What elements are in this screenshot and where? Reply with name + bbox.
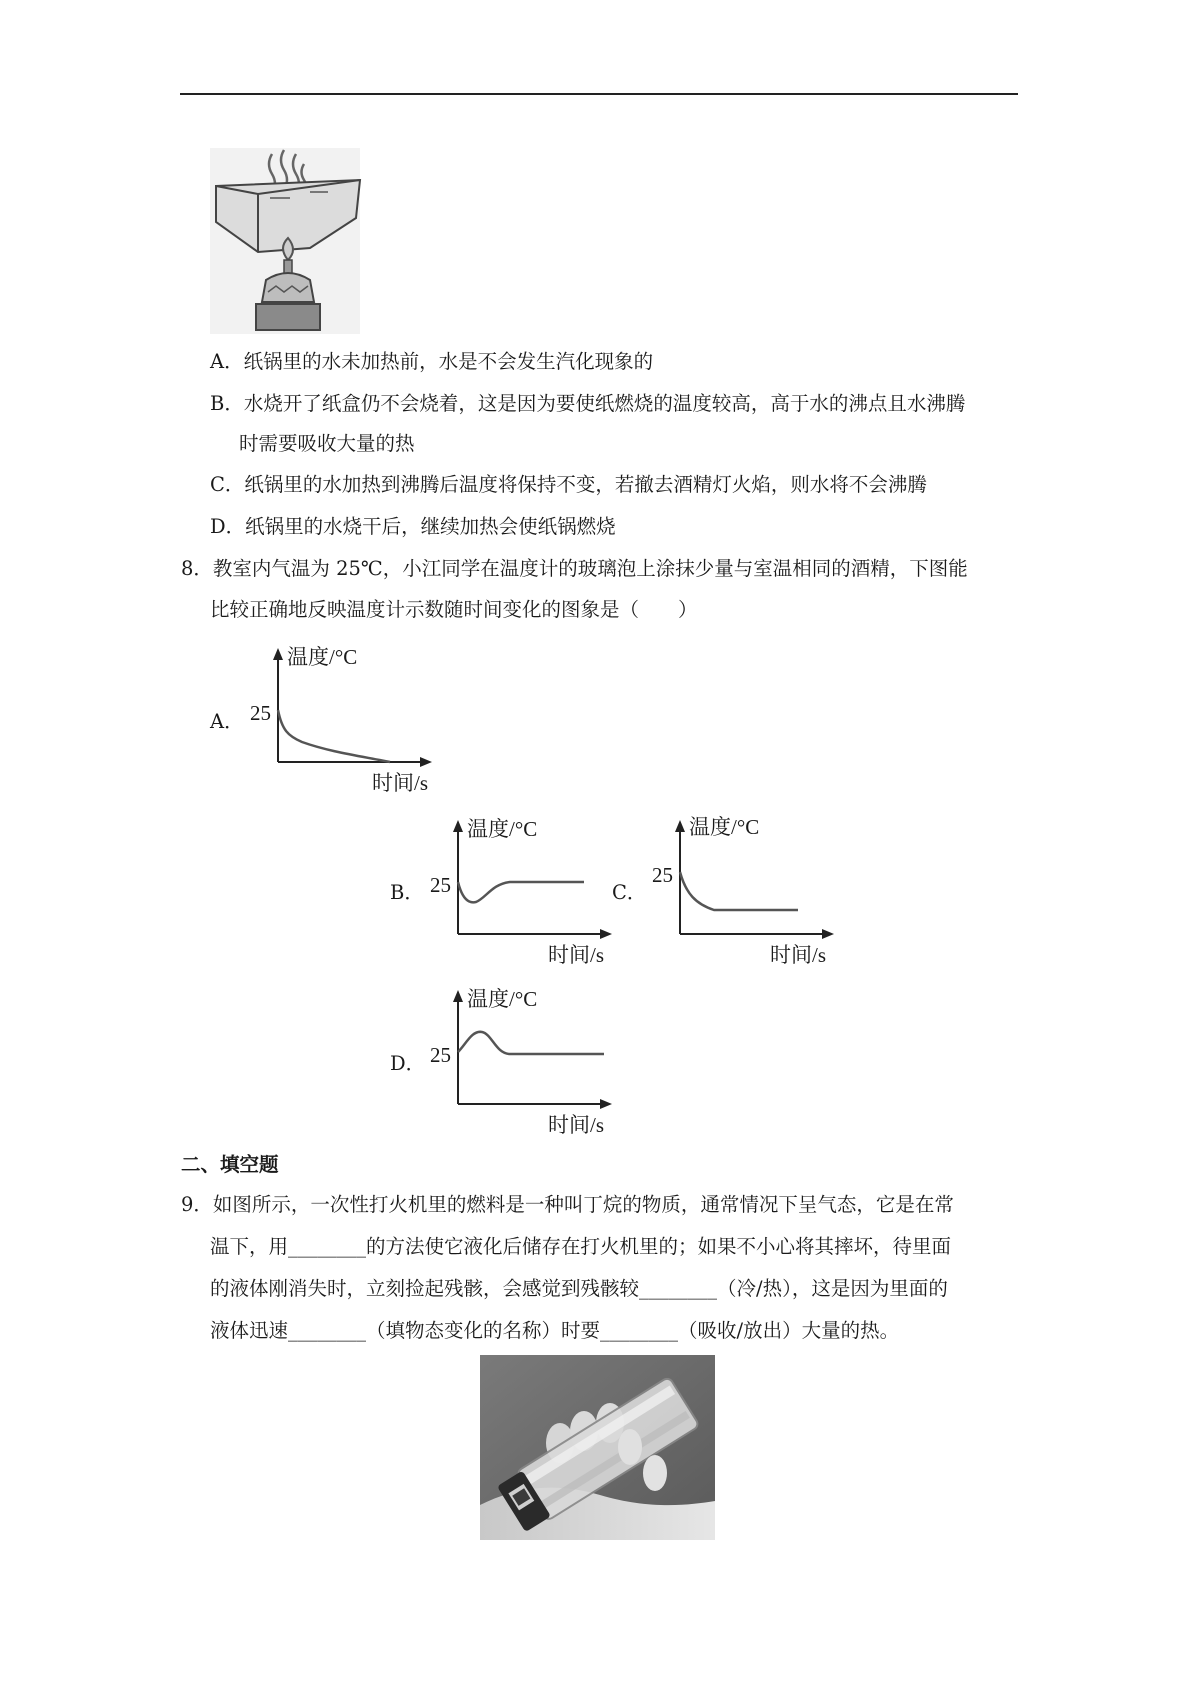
q8-stem-line1: 8．教室内气温为 25℃，小江同学在温度计的玻璃泡上涂抹少量与室温相同的酒精，下图能 [181, 557, 968, 580]
graph-b-tick: 25 [430, 873, 451, 897]
graph-c-curve [680, 872, 798, 910]
q7-option-b: B．水烧开了纸盒仍不会烧着，这是因为要使纸燃烧的温度较高，高于水的沸点且水沸腾 [210, 392, 966, 415]
q8-option-a-label: A． [210, 710, 244, 733]
q8-option-d-label: D． [390, 1052, 426, 1075]
q8-graph-d [420, 982, 620, 1142]
q8-option-b-label: B． [390, 881, 424, 904]
graph-a-tick: 25 [250, 701, 271, 725]
graph-d-xlabel: 时间/s [548, 1113, 605, 1137]
graph-a-ylabel: 温度/°C [287, 645, 358, 669]
q7-option-b-cont: 时需要吸收大量的热 [239, 432, 415, 455]
graph-b-curve [458, 882, 584, 902]
graph-c-ylabel: 温度/°C [689, 815, 760, 839]
q9-stem-line4: 液体迅速________（填物态变化的名称）时要________（吸收/放出）大量的热。 [210, 1319, 900, 1342]
graph-c-xlabel: 时间/s [770, 943, 827, 967]
graph-b-xlabel: 时间/s [548, 943, 605, 967]
q8-stem-line2: 比较正确地反映温度计示数随时间变化的图象是（ ） [210, 598, 698, 621]
graph-b-ylabel: 温度/°C [467, 817, 538, 841]
q7-option-c: C．纸锅里的水加热到沸腾后温度将保持不变，若撤去酒精灯火焰，则水将不会沸腾 [210, 473, 927, 496]
q9-stem-line1: 9．如图所示，一次性打火机里的燃料是一种叫丁烷的物质，通常情况下呈气态，它是在常 [181, 1193, 954, 1216]
lighter-photo [480, 1355, 715, 1540]
q8-graph-a [240, 640, 440, 800]
header-rule [180, 93, 1018, 95]
q7-option-d: D．纸锅里的水烧干后，继续加热会使纸锅燃烧 [210, 515, 616, 538]
q8-option-c-label: C． [612, 881, 647, 904]
graph-a-xlabel: 时间/s [372, 771, 429, 795]
paper-pot-illustration [210, 148, 360, 334]
graph-d-curve [458, 1032, 604, 1054]
graph-a-curve [278, 710, 390, 762]
q7-option-a: A．纸锅里的水未加热前，水是不会发生汽化现象的 [210, 350, 654, 373]
graph-d-ylabel: 温度/°C [467, 987, 538, 1011]
q9-stem-line3: 的液体刚消失时，立刻捡起残骸，会感觉到残骸较________（冷/热），这是因为里面的 [210, 1277, 948, 1300]
section-title-fill-in: 二、填空题 [181, 1153, 279, 1176]
q8-graph-b [420, 812, 620, 972]
q9-stem-line2: 温下，用________的方法使它液化后储存在打火机里的；如果不小心将其摔坏，待里面 [210, 1235, 952, 1258]
graph-c-tick: 25 [652, 863, 673, 887]
graph-d-tick: 25 [430, 1043, 451, 1067]
q8-graph-c [642, 812, 842, 972]
